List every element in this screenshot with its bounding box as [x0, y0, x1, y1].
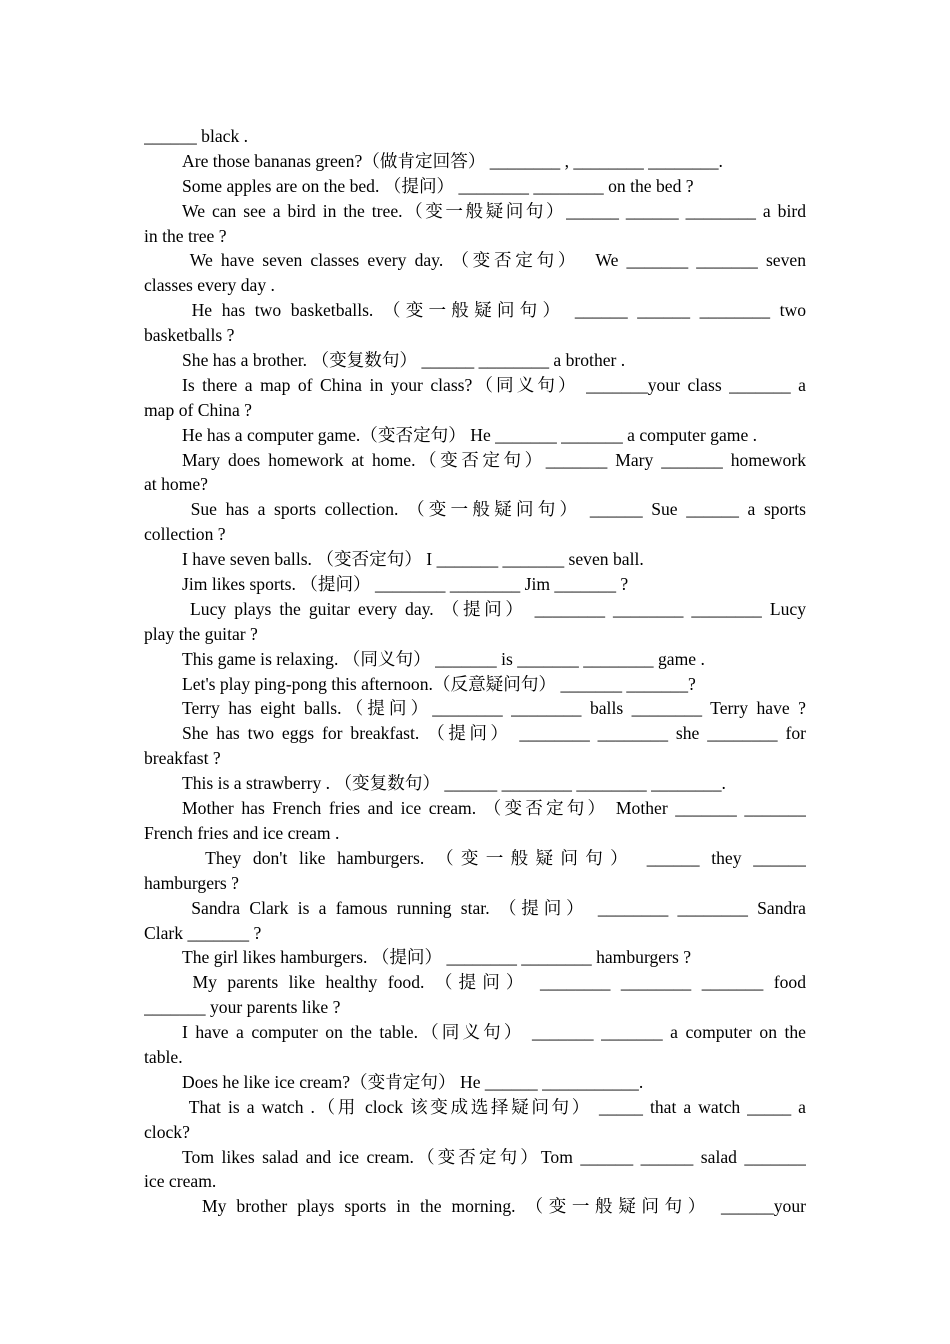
exercise-text	[144, 124, 806, 1219]
text-line: clock?	[144, 1121, 190, 1142]
text-line: Is there a map of China in your class?（同义句） _______your class _______ a	[182, 374, 806, 395]
text-line: Terry has eight balls.（提问）________ ________ balls ________ Terry have ?	[182, 698, 806, 719]
text-line: map of China ?	[144, 399, 252, 420]
text-line: My parents like healthy food. （提问） ________ ________ _______ food	[182, 972, 806, 993]
text-line: classes every day .	[144, 275, 275, 296]
text-line: Some apples are on the bed. （提问） ________ ________ on the bed ?	[182, 175, 694, 196]
text-line: Mother has French fries and ice cream. （变否定句） Mother _______ _______	[182, 798, 806, 819]
text-line: ______ black .	[144, 126, 249, 146]
text-line: play the guitar ?	[144, 623, 258, 644]
text-line: Lucy plays the guitar every day. （提问） ________ ________ ________ Lucy	[182, 598, 806, 619]
text-line: He has two basketballs. （变一般疑问句） ______ ______ ________ two	[182, 300, 806, 321]
text-line: ice cream.	[144, 1171, 217, 1192]
text-line: hamburgers ?	[144, 872, 239, 893]
text-line: We can see a bird in the tree.（变一般疑问句）______ ______ ________ a bird	[182, 200, 806, 221]
text-line: Mary does homework at home.（变否定句）_______ Mary _______ homework	[182, 449, 806, 470]
text-line: table.	[144, 1046, 183, 1067]
text-line: _______ your parents like ?	[144, 997, 341, 1018]
text-line: breakfast ?	[144, 748, 221, 769]
text-line: Jim likes sports. （提问） ________ ________ Jim _______ ?	[182, 574, 629, 595]
text-line: We have seven classes every day. （变否定句） We _______ _______ seven	[182, 250, 806, 271]
text-line: I have seven balls. （变否定句） I _______ _______ seven ball.	[182, 549, 644, 570]
text-line: Sue has a sports collection. （变一般疑问句） ______ Sue ______ a sports	[182, 499, 806, 520]
text-line: Does he like ice cream?（变肯定句） He ______ ___________.	[182, 1071, 644, 1092]
text-line: basketballs ?	[144, 325, 235, 346]
text-line: My brother plays sports in the morning. （变一般疑问句） ______your	[182, 1196, 806, 1217]
text-line: collection ?	[144, 524, 226, 545]
text-line: This is a strawberry . （变复数句） ______ ________ ________ ________.	[182, 773, 726, 794]
text-line: This game is relaxing. （同义句） _______ is _______ ________ game .	[182, 648, 705, 669]
text-line: I have a computer on the table.（同义句） _______ _______ a computer on the	[182, 1022, 806, 1043]
text-line: at home?	[144, 474, 208, 495]
text-line: in the tree ?	[144, 225, 227, 246]
text-line: Sandra Clark is a famous running star. （提问） ________ ________ Sandra	[182, 897, 806, 918]
text-line: Tom likes salad and ice cream.（变否定句）Tom ______ ______ salad _______	[182, 1146, 806, 1167]
text-line: French fries and ice cream .	[144, 822, 340, 843]
text-line: That is a watch .（用 clock 该变成选择疑问句） _____ that a watch _____ a	[182, 1096, 806, 1117]
text-line: Let's play ping-pong this afternoon.（反意疑问句） _______ _______?	[182, 673, 696, 694]
text-line: She has a brother. （变复数句） ______ ________ a brother .	[182, 350, 626, 371]
text-line: Clark _______ ?	[144, 922, 262, 943]
text-line: He has a computer game.（变否定句） He _______ _______ a computer game .	[182, 424, 758, 445]
text-line: She has two eggs for breakfast. （提问） ________ ________ she ________ for	[182, 723, 806, 744]
text-line: The girl likes hamburgers. （提问） ________ ________ hamburgers ?	[182, 947, 692, 968]
text-line: Are those bananas green?（做肯定回答） ________ , ________ ________.	[182, 150, 723, 171]
text-line: They don't like hamburgers. （变一般疑问句） ______ they ______	[182, 847, 806, 868]
